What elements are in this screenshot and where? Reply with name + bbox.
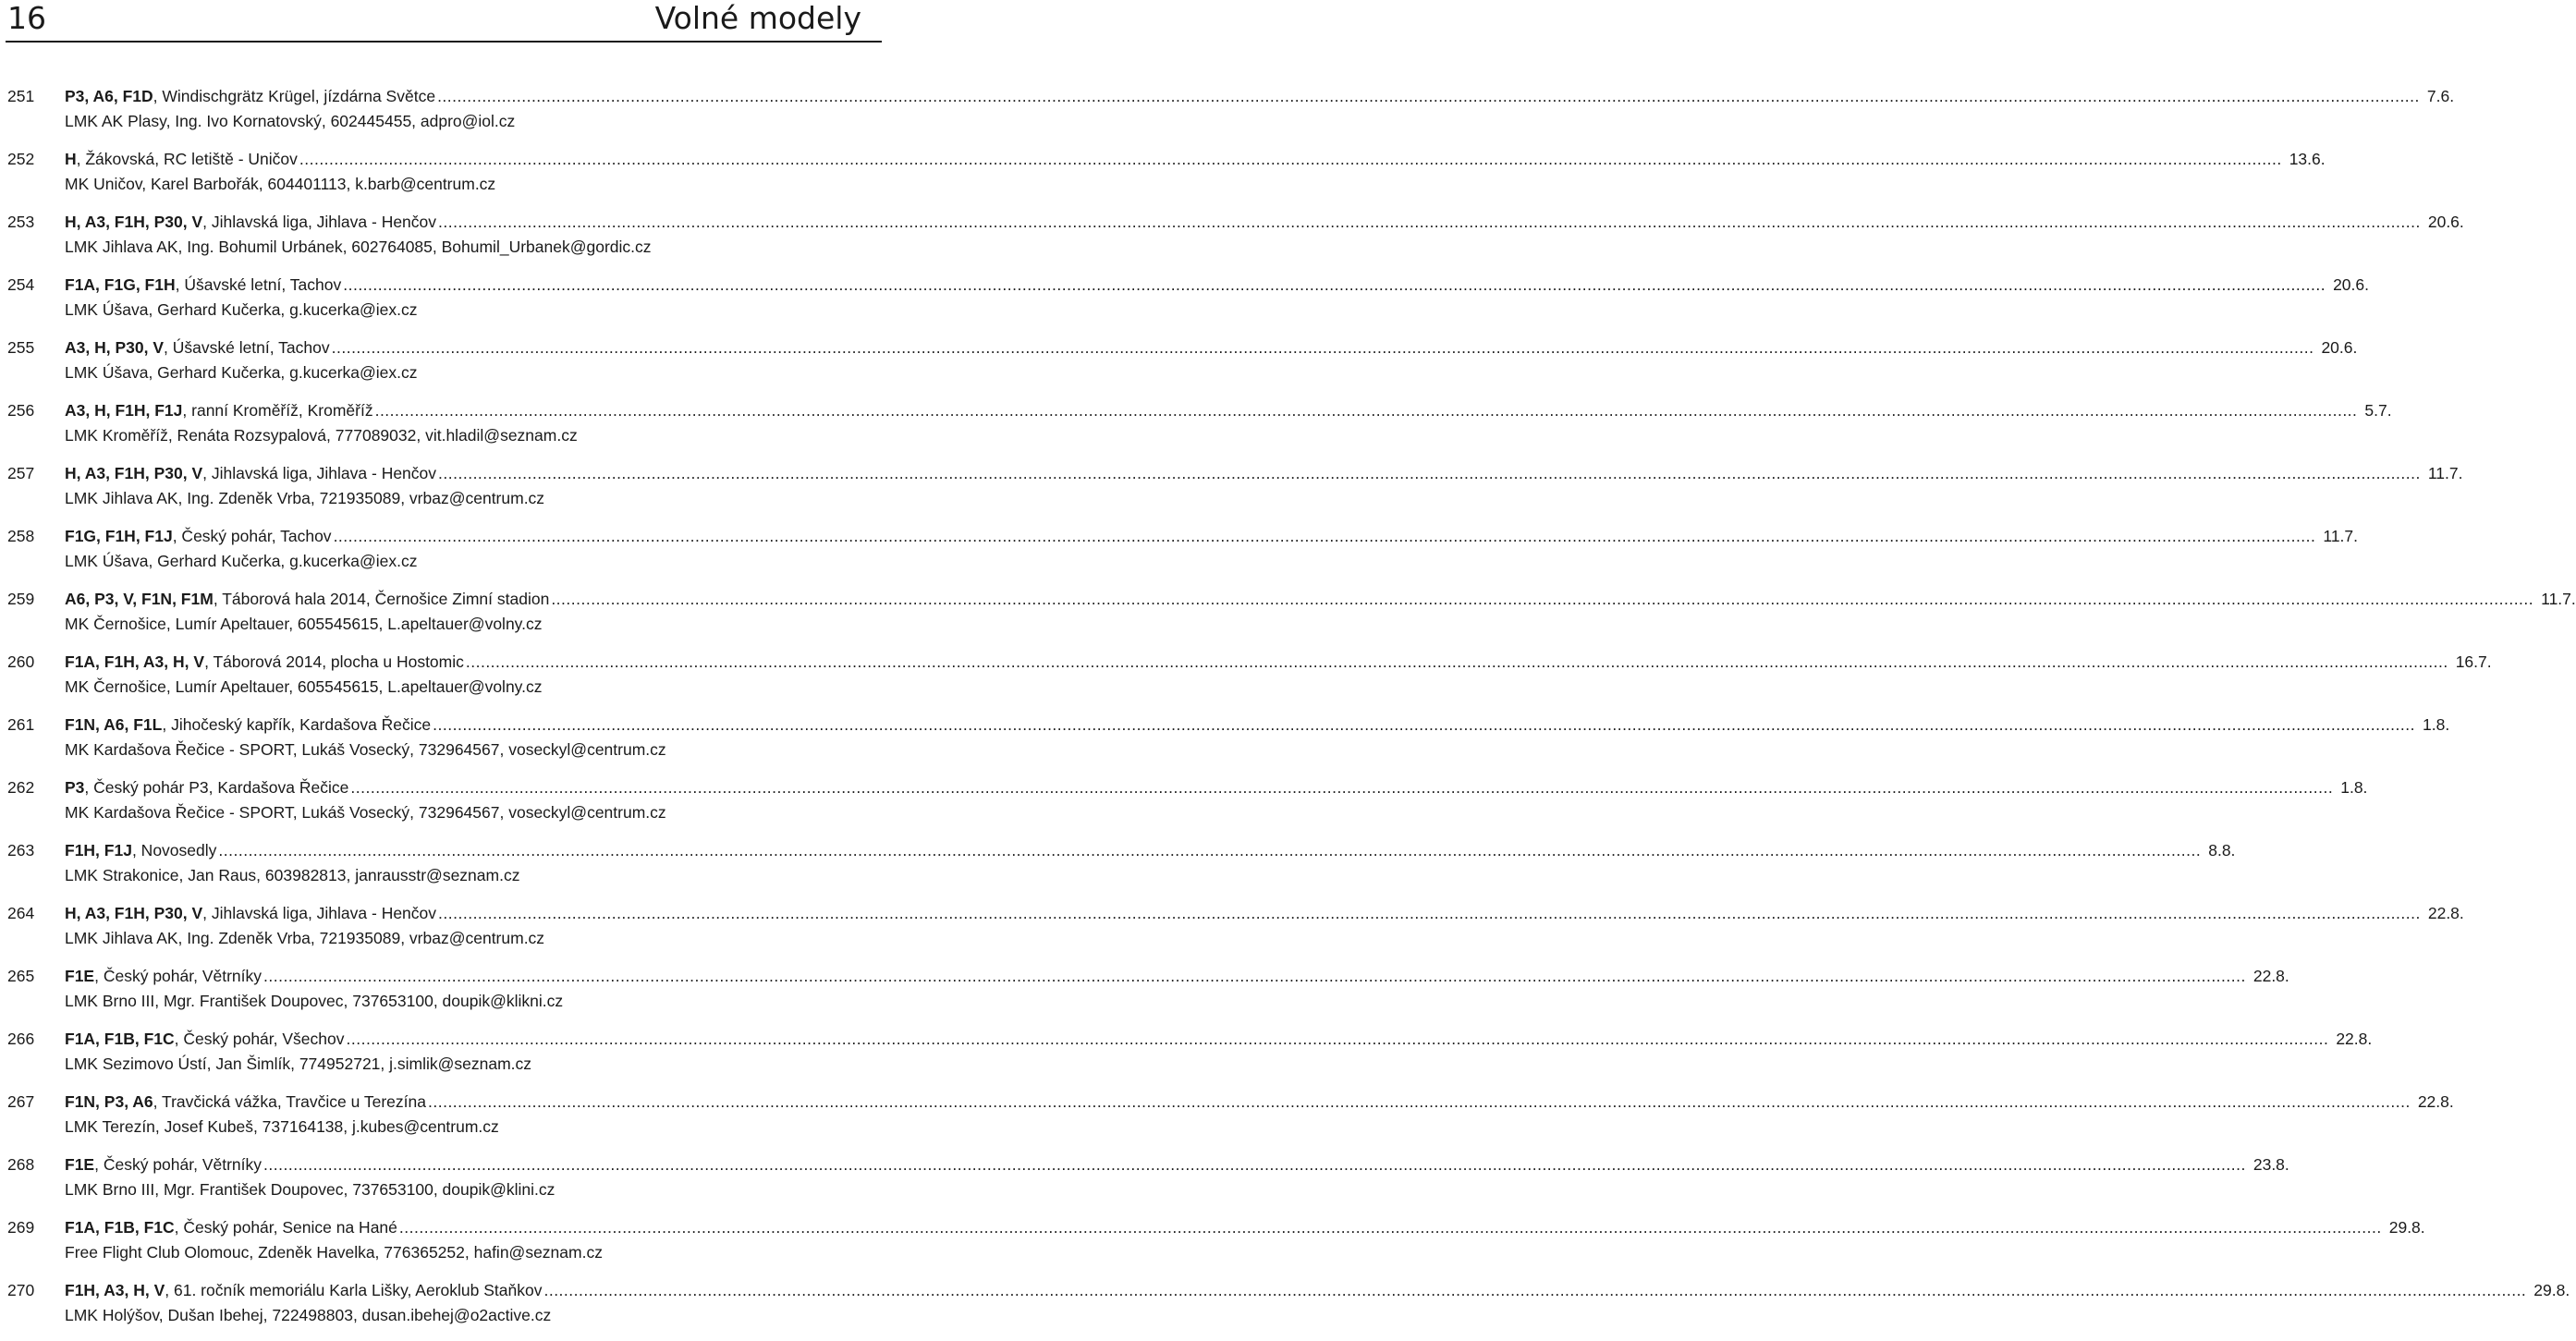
dot-leader: ................................................................................................................................................................................................................................................................................................................................................................................................................ xyxy=(333,527,2316,545)
entry-event-name: , Jihlavská liga, Jihlava - Henčov xyxy=(202,213,437,231)
entry-number: 262 xyxy=(7,778,35,797)
entry-event-name: , Novosedly xyxy=(131,841,217,859)
dot-leader: ................................................................................................................................................................................................................................................................................................................................................................................................................ xyxy=(218,841,2202,859)
entry-event xyxy=(65,273,341,298)
entry-number: 260 xyxy=(7,652,35,671)
entry-organizer: LMK Jihlava AK, Ing. Zdeněk Vrba, 721935089, vrbaz@centrum.cz xyxy=(65,489,545,507)
entry-event-line xyxy=(65,461,2463,486)
entry-classes: A6, P3, V, F1N, F1M xyxy=(65,590,214,608)
entry-classes: F1N, A6, F1L xyxy=(65,715,163,734)
event-list xyxy=(0,84,2576,1341)
entry-number: 252 xyxy=(7,150,35,168)
entry-event-line xyxy=(65,210,2464,235)
entry-date: 13.6. xyxy=(2289,150,2326,168)
entry-event xyxy=(65,1090,426,1115)
entry-number: 255 xyxy=(7,338,35,357)
entry-event-name: , Český pohár P3, Kardašova Řečice xyxy=(84,778,349,797)
list-item xyxy=(0,1152,2289,1215)
entry-date: 16.7. xyxy=(2455,652,2492,671)
entry-classes: F1E xyxy=(65,967,95,985)
entry-classes: H xyxy=(65,150,77,168)
entry-organizer: MK Černošice, Lumír Apeltauer, 605545615, L.apeltauer@volny.cz xyxy=(65,677,543,696)
entry-number: 261 xyxy=(7,715,35,734)
entry-classes: F1E xyxy=(65,1155,95,1174)
entry-number: 251 xyxy=(7,87,35,105)
entry-date: 22.8. xyxy=(2252,967,2289,985)
entry-classes: H, A3, F1H, P30, V xyxy=(65,213,203,231)
entry-event xyxy=(65,461,436,486)
entry-event-name: , Český pohár, Senice na Hané xyxy=(174,1218,397,1237)
list-item xyxy=(0,1215,2425,1278)
list-item xyxy=(0,1027,2373,1090)
list-item xyxy=(0,84,2455,147)
entry-event-line xyxy=(65,335,2358,360)
entry-number: 265 xyxy=(7,967,35,985)
entry-organizer: LMK Brno III, Mgr. František Doupovec, 737653100, doupik@klikni.cz xyxy=(65,992,564,1010)
entry-event xyxy=(65,210,436,235)
list-item xyxy=(0,335,2358,398)
entry-event-name: , ranní Kroměříž, Kroměříž xyxy=(182,401,373,420)
entry-classes: F1A, F1B, F1C xyxy=(65,1218,175,1237)
entry-event-line xyxy=(65,775,2368,800)
entry-event-line xyxy=(65,838,2236,863)
dot-leader: ................................................................................................................................................................................................................................................................................................................................................................................................................ xyxy=(343,275,2326,294)
dot-leader: ................................................................................................................................................................................................................................................................................................................................................................................................................ xyxy=(331,338,2314,357)
list-item xyxy=(0,587,2576,650)
dot-leader: ................................................................................................................................................................................................................................................................................................................................................................................................................ xyxy=(465,652,2448,671)
entry-date: 11.7. xyxy=(2323,527,2359,545)
entry-event-name: , Jihlavská liga, Jihlava - Henčov xyxy=(202,904,437,922)
dot-leader: ................................................................................................................................................................................................................................................................................................................................................................................................................ xyxy=(346,1030,2329,1048)
entry-event-name: , Český pohár, Všechov xyxy=(174,1030,345,1048)
entry-organizer: LMK Úšava, Gerhard Kučerka, g.kucerka@iex.cz xyxy=(65,300,418,319)
entry-organizer: LMK Jihlava AK, Ing. Zdeněk Vrba, 721935089, vrbaz@centrum.cz xyxy=(65,929,545,947)
dot-leader: ................................................................................................................................................................................................................................................................................................................................................................................................................ xyxy=(438,464,2421,482)
list-item xyxy=(0,147,2326,210)
entry-event xyxy=(65,147,298,172)
entry-classes: P3, A6, F1D xyxy=(65,87,153,105)
entry-organizer: LMK Úšava, Gerhard Kučerka, g.kucerka@iex.cz xyxy=(65,552,418,570)
dot-leader: ................................................................................................................................................................................................................................................................................................................................................................................................................ xyxy=(551,590,2534,608)
entry-event xyxy=(65,398,373,423)
list-item xyxy=(0,650,2492,713)
entry-event xyxy=(65,901,436,926)
dot-leader: ................................................................................................................................................................................................................................................................................................................................................................................................................ xyxy=(433,715,2415,734)
list-item xyxy=(0,210,2464,273)
dot-leader: ................................................................................................................................................................................................................................................................................................................................................................................................................ xyxy=(437,87,2420,105)
entry-event-line xyxy=(65,964,2289,989)
entry-date: 22.8. xyxy=(2427,904,2464,922)
entry-event xyxy=(65,524,332,549)
entry-event-name: , Český pohár, Větrníky xyxy=(94,1155,262,1174)
entry-event xyxy=(65,775,348,800)
list-item xyxy=(0,524,2359,587)
entry-event xyxy=(65,587,549,612)
entry-classes: A3, H, P30, V xyxy=(65,338,164,357)
entry-organizer: LMK Brno III, Mgr. František Doupovec, 737653100, doupik@klini.cz xyxy=(65,1180,555,1199)
entry-event xyxy=(65,964,262,989)
entry-date: 1.8. xyxy=(2340,778,2368,797)
section-title: Volné modely xyxy=(654,0,861,36)
entry-event-line xyxy=(65,273,2369,298)
entry-number: 259 xyxy=(7,590,35,608)
entry-event-line xyxy=(65,901,2464,926)
entry-number: 264 xyxy=(7,904,35,922)
entry-event xyxy=(65,713,431,738)
entry-classes: F1A, F1H, A3, H, V xyxy=(65,652,205,671)
entry-event-name: , 61. ročník memoriálu Karla Lišky, Aeroklub Staňkov xyxy=(165,1281,543,1299)
dot-leader: ................................................................................................................................................................................................................................................................................................................................................................................................................ xyxy=(299,150,2282,168)
dot-leader: ................................................................................................................................................................................................................................................................................................................................................................................................................ xyxy=(350,778,2334,797)
entry-event-name: , Český pohár, Větrníky xyxy=(94,967,262,985)
entry-event-line xyxy=(65,713,2450,738)
entry-event-name: , Úšavské letní, Tachov xyxy=(164,338,330,357)
entry-classes: A3, H, F1H, F1J xyxy=(65,401,183,420)
entry-date: 22.8. xyxy=(2336,1030,2373,1048)
dot-leader: ................................................................................................................................................................................................................................................................................................................................................................................................................ xyxy=(438,213,2421,231)
entry-number: 266 xyxy=(7,1030,35,1048)
list-item xyxy=(0,273,2369,335)
entry-date: 23.8. xyxy=(2252,1155,2289,1174)
entry-event-line xyxy=(65,1090,2454,1115)
entry-date: 20.6. xyxy=(2333,275,2369,294)
entry-classes: H, A3, F1H, P30, V xyxy=(65,464,203,482)
entry-event xyxy=(65,335,330,360)
entry-event-line xyxy=(65,587,2576,612)
entry-date: 22.8. xyxy=(2417,1092,2454,1111)
entry-classes: H, A3, F1H, P30, V xyxy=(65,904,203,922)
entry-number: 253 xyxy=(7,213,35,231)
entry-organizer: MK Kardašova Řečice - SPORT, Lukáš Vosecký, 732964567, voseckyl@centrum.cz xyxy=(65,740,666,759)
entry-number: 270 xyxy=(7,1281,35,1299)
header-divider xyxy=(6,41,882,43)
entry-number: 256 xyxy=(7,401,35,420)
entry-event xyxy=(65,1027,345,1052)
entry-event-name: , Jihočeský kapřík, Kardašova Řečice xyxy=(162,715,432,734)
entry-event-line xyxy=(65,1278,2570,1303)
entry-date: 8.8. xyxy=(2208,841,2236,859)
list-item xyxy=(0,1090,2454,1152)
entry-organizer: LMK Kroměříž, Renáta Rozsypalová, 777089032, vit.hladil@seznam.cz xyxy=(65,426,578,445)
entry-classes: F1A, F1G, F1H xyxy=(65,275,176,294)
entry-number: 254 xyxy=(7,275,35,294)
dot-leader: ................................................................................................................................................................................................................................................................................................................................................................................................................ xyxy=(263,967,2246,985)
page-header xyxy=(0,0,887,44)
entry-event-line xyxy=(65,147,2326,172)
list-item xyxy=(0,838,2236,901)
dot-leader: ................................................................................................................................................................................................................................................................................................................................................................................................................ xyxy=(398,1218,2382,1237)
entry-organizer: MK Černošice, Lumír Apeltauer, 605545615, L.apeltauer@volny.cz xyxy=(65,615,543,633)
entry-event-name: , Jihlavská liga, Jihlava - Henčov xyxy=(202,464,437,482)
list-item xyxy=(0,901,2464,964)
entry-date: 20.6. xyxy=(2321,338,2358,357)
entry-date: 29.8. xyxy=(2388,1218,2425,1237)
entry-event-name: , Táborová 2014, plocha u Hostomic xyxy=(204,652,464,671)
entry-event-name: , Travčická vážka, Travčice u Terezína xyxy=(153,1092,426,1111)
entry-classes: P3 xyxy=(65,778,85,797)
entry-number: 258 xyxy=(7,527,35,545)
list-item xyxy=(0,775,2368,838)
entry-classes: F1G, F1H, F1J xyxy=(65,527,173,545)
page-number: 16 xyxy=(7,0,46,36)
entry-event-line xyxy=(65,84,2455,109)
entry-event xyxy=(65,1152,262,1177)
entry-date: 1.8. xyxy=(2423,715,2450,734)
dot-leader: ................................................................................................................................................................................................................................................................................................................................................................................................................ xyxy=(428,1092,2411,1111)
entry-date: 11.7. xyxy=(2541,590,2576,608)
entry-number: 267 xyxy=(7,1092,35,1111)
entry-date: 29.8. xyxy=(2533,1281,2570,1299)
entry-event xyxy=(65,1278,542,1303)
entry-organizer: LMK Terezín, Josef Kubeš, 737164138, j.kubes@centrum.cz xyxy=(65,1117,499,1136)
entry-event-line xyxy=(65,650,2492,675)
entry-organizer: LMK Strakonice, Jan Raus, 603982813, janrausstr@seznam.cz xyxy=(65,866,520,884)
entry-event-line xyxy=(65,1027,2373,1052)
dot-leader: ................................................................................................................................................................................................................................................................................................................................................................................................................ xyxy=(438,904,2421,922)
entry-event xyxy=(65,1215,397,1240)
entry-number: 269 xyxy=(7,1218,35,1237)
entry-date: 20.6. xyxy=(2427,213,2464,231)
entry-event-name: , Žákovská, RC letiště - Uničov xyxy=(76,150,298,168)
dot-leader: ................................................................................................................................................................................................................................................................................................................................................................................................................ xyxy=(263,1155,2246,1174)
dot-leader: ................................................................................................................................................................................................................................................................................................................................................................................................................ xyxy=(543,1281,2527,1299)
entry-number: 268 xyxy=(7,1155,35,1174)
entry-number: 263 xyxy=(7,841,35,859)
entry-organizer: LMK Holýšov, Dušan Ibehej, 722498803, dusan.ibehej@o2active.cz xyxy=(65,1306,552,1324)
entry-classes: F1H, A3, H, V xyxy=(65,1281,165,1299)
entry-event xyxy=(65,838,216,863)
entry-event-line xyxy=(65,1152,2289,1177)
entry-number: 257 xyxy=(7,464,35,482)
entry-organizer: MK Kardašova Řečice - SPORT, Lukáš Vosecký, 732964567, voseckyl@centrum.cz xyxy=(65,803,666,822)
entry-date: 11.7. xyxy=(2427,464,2463,482)
entry-date: 7.6. xyxy=(2426,87,2455,105)
entry-date: 5.7. xyxy=(2364,401,2392,420)
entry-event-line xyxy=(65,1215,2425,1240)
entry-organizer: LMK Sezimovo Ústí, Jan Šimlík, 774952721, j.simlik@seznam.cz xyxy=(65,1055,532,1073)
list-item xyxy=(0,398,2392,461)
entry-event-line xyxy=(65,524,2359,549)
list-item xyxy=(0,713,2450,775)
list-item xyxy=(0,964,2289,1027)
entry-classes: F1N, P3, A6 xyxy=(65,1092,153,1111)
entry-event-name: , Táborová hala 2014, Černošice Zimní stadion xyxy=(213,590,550,608)
entry-event-name: , Úšavské letní, Tachov xyxy=(175,275,342,294)
entry-organizer: Free Flight Club Olomouc, Zdeněk Havelka, 776365252, hafin@seznam.cz xyxy=(65,1243,603,1262)
entry-event-name: , Český pohár, Tachov xyxy=(172,527,332,545)
entry-event-line xyxy=(65,398,2392,423)
entry-organizer: LMK AK Plasy, Ing. Ivo Kornatovský, 602445455, adpro@iol.cz xyxy=(65,112,516,130)
entry-event xyxy=(65,84,435,109)
entry-classes: F1H, F1J xyxy=(65,841,132,859)
entry-organizer: LMK Úšava, Gerhard Kučerka, g.kucerka@iex.cz xyxy=(65,363,418,382)
list-item xyxy=(0,1278,2570,1341)
entry-organizer: LMK Jihlava AK, Ing. Bohumil Urbánek, 602764085, Bohumil_Urbanek@gordic.cz xyxy=(65,238,652,256)
entry-event xyxy=(65,650,464,675)
entry-classes: F1A, F1B, F1C xyxy=(65,1030,175,1048)
list-item xyxy=(0,461,2463,524)
dot-leader: ................................................................................................................................................................................................................................................................................................................................................................................................................ xyxy=(374,401,2358,420)
entry-organizer: MK Uničov, Karel Barbořák, 604401113, k.barb@centrum.cz xyxy=(65,175,496,193)
entry-event-name: , Windischgrätz Krügel, jízdárna Světce xyxy=(153,87,436,105)
